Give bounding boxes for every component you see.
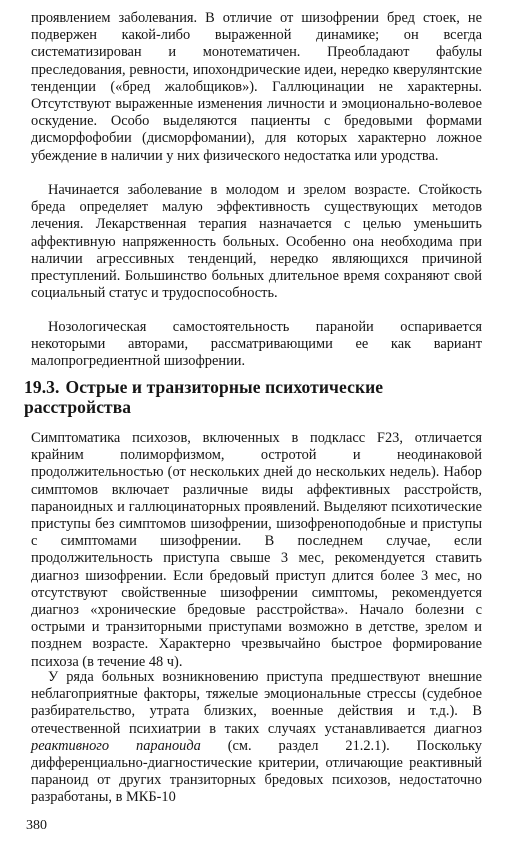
section-number: 19.3. bbox=[24, 377, 60, 397]
page-number: 380 bbox=[26, 818, 47, 833]
paragraph-text-part: (см. раздел 21.2.1). Поскольку дифференциально-диагностические критерии, отличающие реактивный параноид от других транзиторных бредовых психозов, недостаточно разработаны, в МКБ-10 bbox=[31, 737, 482, 806]
section-heading bbox=[24, 377, 484, 417]
paragraph-text-part: У ряда больных возникновению приступа предшествуют внешние неблагоприятные факторы, тяжелые эмоциональные стрессы (судебное разбирательство, утрата близких, военные действия и т.д.). В отечественной психиатрии в таких случаях устанавливается диагноз bbox=[31, 669, 482, 737]
paragraph-symptoms: Симптоматика психозов, включенных в подкласс F23, отличается крайним полиморфизмом, остротой и неодинаковой продолжительностью (от нескольких дней до нескольких недель). Набор симптомов включает различные виды аффективных расстройств, параноидных и галлюцинаторных проявлений. Выделяют психотические приступы без симптомов шизофрении, шизофреноподобные и приступы с симптомами шизофрении. В последнем случае, если продолжительность приступа свыше 3 мес, рекомендуется ставить диагноз шизофрении. Если бредовый приступ длится более 3 мес, но отсутствуют свойственные шизофрении симптомы, рекомендуется диагноз «хронические бредовые расстройства». Начало болезни с острыми и транзиторными приступами возможно в детстве, зрелом и позднем возрасте. Характерно чрезвычайно быстрое формирование психоза (в течение 48 ч). bbox=[31, 430, 482, 670]
paragraph-paranoia-description: проявлением заболевания. В отличие от шизофрении бред стоек, не подвержен какой-либо выраженной динамике; он всегда систематизирован и монотематичен. Преобладают фабулы преследования, ревности, ипохондрические идеи, нередко кверулянтские тенденции («бред жалобщиков»). Галлюцинации не характерны. Отсутствуют выраженные изменения личности и эмоционально-волевое оскудение. Особо выделяются пациенты с бредовыми формами дисморфофобии (дисморфомании), для которых характерно ложное убеждение в наличии у них физического недостатка или уродства. bbox=[31, 10, 482, 164]
italic-term: реактивного параноида bbox=[31, 737, 201, 754]
section-title: Острые и транзиторные психотические расстройства bbox=[24, 377, 384, 417]
paragraph-onset-treatment: Начинается заболевание в молодом и зрелом возрасте. Стойкость бреда определяет малую эффективность существующих методов лечения. Лекарственная терапия назначается с целью уменьшить аффективную напряженность больных. Особенно она необходима при наличии агрессивных тенденций, нередко являющихся причиной преступлений. Большинство больных длительное время сохраняют свой социальный статус и трудоспособность. bbox=[31, 182, 482, 302]
paragraph-nosology: Нозологическая самостоятельность паранойи оспаривается некоторыми авторами, рассматривающими ее как вариант малопрогредиентной шизофрении. bbox=[31, 319, 482, 370]
paragraph-reactive-paranoid bbox=[31, 669, 482, 807]
